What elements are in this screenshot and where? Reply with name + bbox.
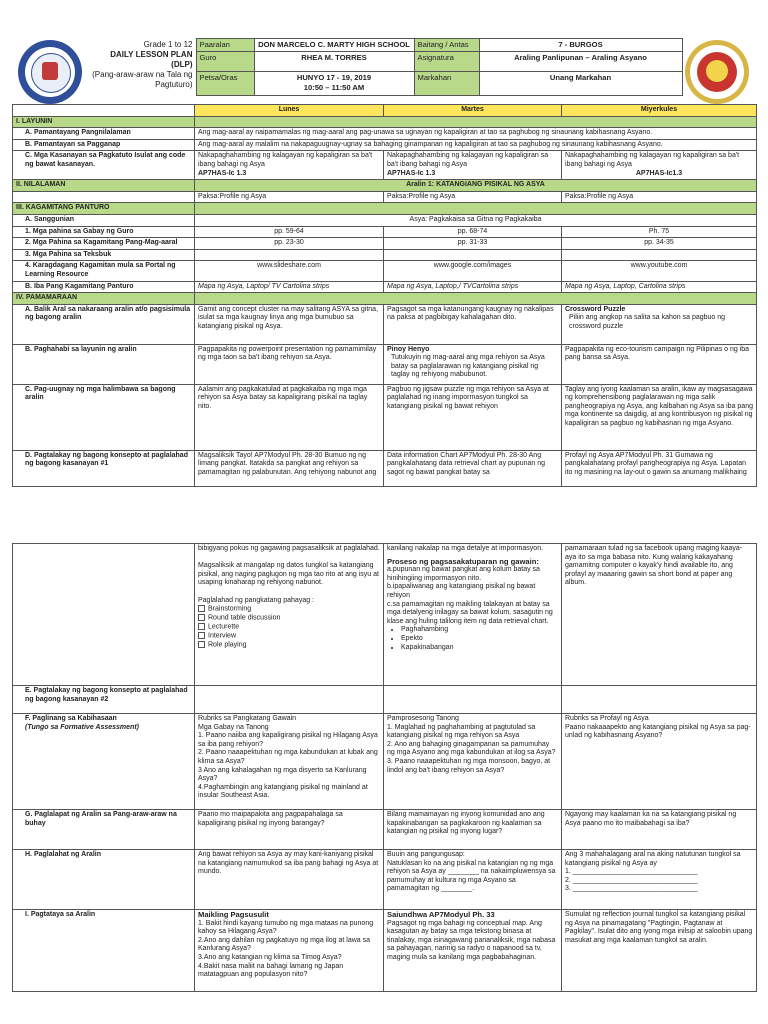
list-item: • Paghahambing: [401, 626, 558, 635]
paglinang-miyerkules: Rubriks sa Profayl ng Asya Paano nakaaapekto ang katangiang pisikal ng Asya sa pag-unlad ng kabihasnang Asyano?: [562, 714, 757, 810]
gabay-guro-lunes: pp. 59-64: [195, 226, 384, 238]
paglalahat-miyerkules: Ang 3 mahahalagang aral na aking natutunan tungkol sa katangiang pisikal ng Asya ay 1. ________________________________ 2. ________________________________ 3. ________________________________: [562, 850, 757, 910]
list-item: 2. ________________________________: [565, 876, 698, 884]
sanggunian-label: A. Sanggunian: [13, 214, 195, 226]
school-seal-logo: [685, 40, 749, 104]
list-item: Interview: [198, 632, 380, 641]
section-nilalaman: II. NILALAMAN: [13, 180, 195, 192]
pag-uugnay-lunes: Aalamin ang pagkakatulad at pagkakaiba ng mga mga rehiyon sa Asya batay sa kapaligirang pisikal na taglay nito.: [195, 384, 384, 450]
pagtataya-miyerkules: Sumulat ng reflection journal tungkol sa katangiang pisikal ng Asya na pinamagatang "Pagtingin, Pagtanaw at Pagkilay". Isulat dito ang iyong mga inilsip at saloobin upang masukat ang mga kaalaman tungkol sa aralin.: [562, 910, 757, 992]
paaralan-label: Paaralan: [196, 39, 254, 52]
aralin-title: Aralin 1: KATANGIANG PISIKAL NG ASYA: [195, 180, 757, 192]
portal-martes: www.google.com/images: [384, 261, 562, 281]
paglalahat-martes: Buuin ang pangungusap: Natuklasan ko na ang pisikal na katangian ng ng mga rehiyon sa Asya ay ________ na nakaimpluwensya sa pamumuhay at kultura ng mga Asyano sa pamamagitan ng ________.: [384, 850, 562, 910]
portal-label: 4. Karagdagang Kagamitan mula sa Portal ng Learning Resource: [13, 261, 195, 281]
guro-label: Guro: [196, 52, 254, 72]
pagtataya-martes: Saiundhwa AP7Modyul Ph. 33 Pagsagot ng mga bahagi ng conceptual map. Ang kasagutan ay batay sa mga tekstong binasa at tinalakay, mga isinagawang pananaliksik, mga nabasa sa pahayagan, narinig sa radyo o napanood sa tv, maging mula sa kanilang mga pagbabahaginan.: [384, 910, 562, 992]
asignatura-value: Araling Panlipunan – Araling Asyano: [479, 52, 682, 72]
deped-seal-logo: [18, 40, 82, 104]
paglinang-martes: Pamprosesong Tanong 1. Maglahad ng paghahambing at pagtutulad sa katangiang pisikal ng mga rehiyon sa Asya 2. Ano ang bahaging ginagampanan sa pamumuhay ng mga Asyano ang mga kabundukan at ilog sa Asya? 3. Paano naaapektuhan ng mga monsoon, bagyo, at lindol ang ba't ibang rehiyon sa Asya?: [384, 714, 562, 810]
paglinang-lunes: Rubriks sa Pangkatang Gawain Mga Gabay na Tanong 1. Paano naiiba ang kapaligirang pisikal ng Hilagang Asya sa iba pang rehiyon? 2. Paano naaapektuhan ng mga kabundukan at lubak ang klima sa Asya? 3 Ano ang kahalagahan ng mga disyerto sa Kanlurang Asya? 4.Paghambingin ang katangiang pisikal ng mainland at insular Southeast Asia.: [195, 714, 384, 810]
paksa-martes: Paksa:Profile ng Asya: [384, 191, 562, 203]
kagamitan-mag-aaral-martes: pp. 31-33: [384, 238, 562, 250]
pagtalakay-1-miyerkules: Profayl ng Asya AP7Modyul Ph. 31 Gumawa ng pangkalahatang profayl pangheograpiya ng Asya. Lapatan ito ng masining na lay-out o gawin sa anumang malikhaing: [562, 450, 757, 486]
pagtataya-label: I. Pagtataya sa Aralin: [13, 910, 195, 992]
portal-miyerkules: www.youtube.com: [562, 261, 757, 281]
pagtalakay-1-cont-martes: kanilang nakalap na mga detalye at impormasyon. Proseso ng pagsasakatuparan ng gawain: a.pupunan ng bawat pangkat ang kolum batay sa hinihingiing impormasyon nito. b.ipapaliwanag ang katangiang pisikal ng bawat rehiyon c.sa pamamagitan ng maikling talakayan at batay sa mga detalyeng inilagay sa bawat kolum, sasagutin ng klase ang huling talilong item ng data retrieval chart. • Paghahambing • Epekto • Kapakinabangan: [384, 544, 562, 686]
balik-aral-miyerkules: Crossword Puzzle Piliin ang angkop na salita sa kahon sa pagbuo ng crossword puzzle: [562, 304, 757, 344]
lesson-table-1: [12, 104, 757, 487]
markahan-value: Unang Markahan: [479, 72, 682, 96]
list-item: • Kapakinabangan: [401, 644, 558, 653]
petsa-time: 10:50 – 11:50 AM: [303, 82, 365, 92]
pagtalakay-1-label: D. Pagtalakay ng bagong konsepto at paglalahad ng bagong kasanayan #1: [13, 450, 195, 486]
petsa-value: [254, 72, 414, 96]
pagtalakay-2-label: E. Pagtalakay ng bagong konsepto at paglalahad ng bagong kasanayan #2: [13, 686, 195, 714]
layunin-b-text: Ang mag-aaral ay malalim na nakapaguugnay-ugnay sa bahaging ginampanan ng kapaligiran at tao sa paghubog ng sinaunang kabihasnang Asyano.: [195, 139, 757, 151]
paglalapat-miyerkules: Ngayong may kaalaman ka na sa katangiang pisikal ng Asya paano mo ito maibabahagi sa iba?: [562, 810, 757, 850]
section-layunin: I. LAYUNIN: [13, 116, 195, 128]
petsa-date: HUNYO 17 - 19, 2019: [296, 73, 372, 82]
gabay-guro-label: 1. Mga pahina sa Gabay ng Guro: [13, 226, 195, 238]
asignatura-label: Asignatura: [414, 52, 479, 72]
layunin-c-lunes: Nakapaghahambing ng kalagayan ng kapaligiran sa ba't ibang bahagi ng Asya AP7HAS-Ic 1.3: [195, 151, 384, 180]
guro-value: RHEA M. TORRES: [254, 52, 414, 72]
list-item: Lecturette: [198, 623, 380, 632]
plan-title-block: [86, 39, 196, 96]
paglalahat-lunes: Ang bawat rehiyon sa Asya ay may kani-kaniyang pisikal na katangiang namumukod sa iba pang bahagi ng Asya at mundo.: [195, 850, 384, 910]
teksbuk-label: 3. Mga Pahina sa Teksbuk: [13, 249, 195, 261]
paaralan-value: DON MARCELO C. MARTY HIGH SCHOOL: [254, 39, 414, 52]
paghahabi-label: B. Paghahabi sa layunin ng aralin: [13, 344, 195, 384]
paglalapat-martes: Bilang mamamayan ng inyong komunidad ano ang kapakinabangan sa pagkakaroon ng kaalaman sa katangian ng pisikal ng inyong lugar?: [384, 810, 562, 850]
gabay-guro-martes: pp. 68-74: [384, 226, 562, 238]
section-pamamaraan: IV. PAMAMARAAN: [13, 293, 195, 305]
list-item: Round table discussion: [198, 614, 380, 623]
kagamitan-mag-aaral-lunes: pp. 23-30: [195, 238, 384, 250]
pag-uugnay-miyerkules: Taglay ang iyong kaalaman sa aralin, ikaw ay magsasagawa ng komprehensibong paglalarawan ng mga salik pangheograpiya ng Asya, ang kalbahan ng Asya sa iba pang mga kontinente sa daigdig, at ang kontribusyon ng pisikal ng kapaligiran sa pagbuo ng kabihasnan ng mga Asyano.: [562, 384, 757, 450]
section-kagamitan: III. KAGAMITANG PANTURO: [13, 203, 195, 215]
sanggunian-text: Asya: Pagkakaisa sa Gitna ng Pagkakaiba: [195, 214, 757, 226]
paglalapat-label: G. Paglalapat ng Aralin sa Pang-araw-araw na buhay: [13, 810, 195, 850]
pagtalakay-1-cont-miyerkules: pamamaraan tulad ng sa facebook upang maging kaaya-aya ito sa mga babasa nito. Kung walang kakayahang gamamitng computer o kayak'y hindi available ito, ang profayl ay maaaring gawin sa short bond at paper ang album.: [562, 544, 757, 686]
list-item: • Epekto: [401, 635, 558, 644]
list-item: 3. ________________________________: [565, 885, 698, 893]
list-item: 1. ________________________________: [565, 868, 698, 876]
grade-label: Grade 1 to 12: [143, 39, 193, 49]
iba-pang-kagamitan-martes: Mapa ng Asya, Laptop,/ TVCartolina strips: [384, 281, 562, 293]
gabay-guro-miyerkules: Ph. 75: [562, 226, 757, 238]
paghahabi-lunes: Pagpapakita ng powerpoint presentation ng pamamimilay ng mga taon sa ba't ibang rehiyon sa Asya.: [195, 344, 384, 384]
list-item: Brainstorming: [198, 605, 380, 614]
pagtalakay-1-cont-lunes: bibigyang pokus ng gagawing pagsasaliksik at paglalahad. Magsaliksik at mangalap ng datos tungkol sa katangiang pisikal, ang naging paglugon ng mga tao rito at ang isyu at usaping kinaharap ng rehiyong nabunot. Paglalahad ng pangkatang pahayag : Brainstorming Round table discussion Lecturette Interview Role playing: [195, 544, 384, 686]
day-lunes: Lunes: [195, 105, 384, 117]
petsa-label: Petsa/Oras: [196, 72, 254, 96]
plan-subtitle: (Pang-araw-araw na Tala ng Pagtuturo): [92, 69, 193, 89]
day-miyerkules: Miyerkules: [562, 105, 757, 117]
paglinang-label: F. Paglinang sa Kabihasaan (Tungo sa Formative Assessment): [13, 714, 195, 810]
iba-pang-kagamitan-miyerkules: Mapa ng Asya, Laptop, Cartolina strips: [562, 281, 757, 293]
pagtalakay-1-martes: Data information Chart AP7Modyul Ph. 28-30 Ang pangkalahatang data retrieval chart ay pupunan ng sagot ng bawat pangkat batay sa: [384, 450, 562, 486]
layunin-a-label: A. Pamantayang Pangnilalaman: [13, 128, 195, 140]
paksa-lunes: Paksa:Profile ng Asya: [195, 191, 384, 203]
paglalapat-lunes: Paano mo maipapakita ang pagpapahalaga sa kapaligirang pisikal ng inyong barangay?: [195, 810, 384, 850]
list-item: Role playing: [198, 641, 380, 650]
pag-uugnay-martes: Pagbuo ng jigsaw puzzle ng mga rehiyon sa Asya at paglalahad ng inang impormasyon tungkol sa katangiang pisikal ng bawat rehiyon: [384, 384, 562, 450]
layunin-c-miyerkules: Nakapaghahambing ng kalagayan ng kapaligiran sa ba't ibang bahagi ng Asya AP7HAS-Ic1.3: [562, 151, 757, 180]
pagtataya-lunes: Maikling Pagsusulit 1. Bakit hindi kayang tumubo ng mga mataas na punong kahoy sa Hilagang Asya? 2.Ano ang dahilan ng pagkatuyo ng mga ilog at lawa sa Kanlurang Asya? 3.Ano ang katangian ng klima sa Timog Asya? 4.Bakit nasa maliit na bahagi lamang ng Japan matatagpuan ang populasyon nito?: [195, 910, 384, 992]
iba-pang-kagamitan-label: B. Iba Pang Kagamitang Panturo: [13, 281, 195, 293]
iba-pang-kagamitan-lunes: Mapa ng Asya, Laptop/ TV Cartolina strips: [195, 281, 384, 293]
layunin-a-text: Ang mag-aaral ay naipamamalas ng mag-aaral ang pag-unawa sa ugnayan ng kapaligiran at tao sa paghubog ng sinaunang kabihasnang Asyano.: [195, 128, 757, 140]
paghahabi-miyerkules: Pagpapakita ng eco-tourism campaign ng Pilipinas o ng iba pang bansa sa Asya.: [562, 344, 757, 384]
paglalahat-label: H. Paglalahat ng Aralin: [13, 850, 195, 910]
pag-uugnay-label: C. Pag-uugnay ng mga halimbawa sa bagong aralin: [13, 384, 195, 450]
portal-lunes: www.slideshare.com: [195, 261, 384, 281]
baitang-label: Baitang / Antas: [414, 39, 479, 52]
balik-aral-martes: Pagsagot sa mga katanungang kaugnay ng nakalipas na paksa at pagbibigay kahalagahan dito.: [384, 304, 562, 344]
layunin-b-label: B. Pamantayan sa Pagganap: [13, 139, 195, 151]
balik-aral-lunes: Gamit ang concept cluster na may salitang ASYA sa gitna, isulat sa mga kaugnay linya ang mga bumubuo sa katangiang pisikal ng Asya.: [195, 304, 384, 344]
baitang-value: 7 - BURGOS: [479, 39, 682, 52]
plan-title: DAILY LESSON PLAN: [110, 49, 193, 59]
pagtalakay-1-lunes: Magsaliksik Tayo! AP7Modyul Ph. 28-30 Bumuo ng ng limang pangkat. Itatakda sa pangkat ang rehiyon sa pamamagitan ng palabunutan. Ang rehiyong nabunot ang: [195, 450, 384, 486]
markahan-label: Markahan: [414, 72, 479, 96]
kagamitan-mag-aaral-miyerkules: pp. 34-35: [562, 238, 757, 250]
plan-abbr: (DLP): [171, 59, 193, 69]
lesson-table-2: [12, 543, 757, 992]
header-table: [86, 38, 683, 96]
balik-aral-label: A. Balik Aral sa nakaraang aralin at/o pagsisimula ng bagong aralin: [13, 304, 195, 344]
layunin-c-martes: Nakapaghahambing ng kalagayan ng kapaligiran sa ba't ibang bahagi ng Asya AP7HAS-Ic 1.3: [384, 151, 562, 180]
layunin-c-label: C. Mga Kasanayan sa Pagkatuto Isulat ang code ng bawat kasanayan.: [13, 151, 195, 180]
day-martes: Martes: [384, 105, 562, 117]
kagamitan-mag-aaral-label: 2. Mga Pahina sa Kagamitang Pang-Mag-aaral: [13, 238, 195, 250]
paghahabi-martes: Pinoy Henyo Tutukuyin ng mag-aaral ang mga rehiyon sa Asya batay sa paglalarawan ng katangiang pisikal ng taglay ng rehiyong mabubunot.: [384, 344, 562, 384]
paksa-miyerkules: Paksa:Profile ng Asya: [562, 191, 757, 203]
